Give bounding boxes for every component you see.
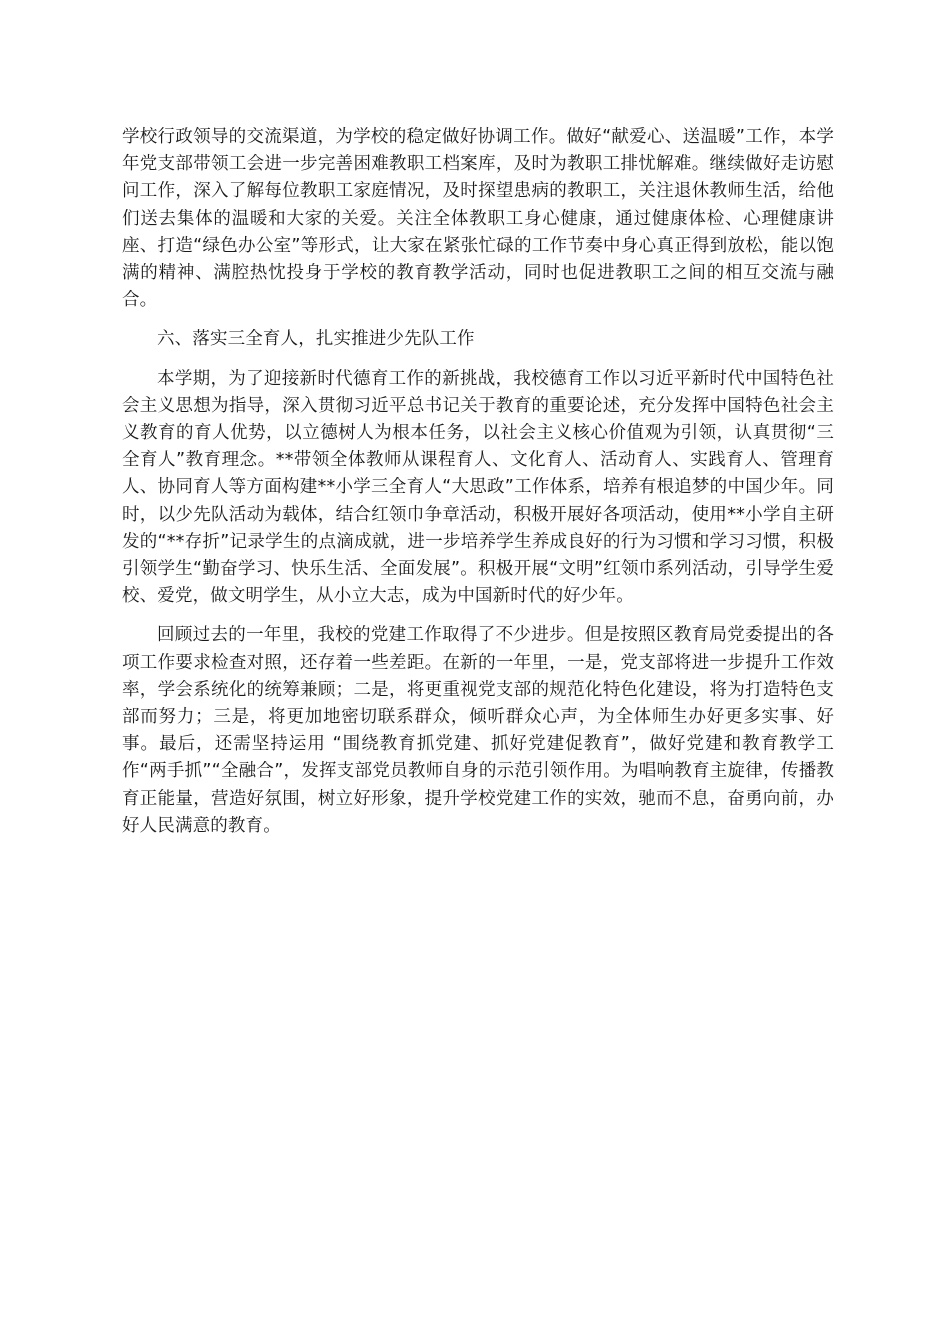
paragraph-review: 回顾过去的一年里，我校的党建工作取得了不少进步。但是按照区教育局党委提出的各项工作要求检查对照，还存着一些差距。在新的一年里，一是，党支部将进一步提升工作效率，学会系统化的统筹兼顾；二是，将更重视党支部的规范化特色化建设，将为打造特色支部而努力；三是，将更加地密切联系群众，倾听群众心声，为全体师生办好更多实事、好事。最后，还需坚持运用 “围绕教育抓党建、抓好党建促教育”，做好党建和教育教学工作“两手抓”“全融合”，发挥支部党员教师自身的示范引领作用。为唱响教育主旋律，传播教育正能量，营造好氛围，树立好形象，提升学校党建工作的实效，驰而不息，奋勇向前，办好人民满意的教育。: [122, 625, 834, 836]
section-heading: 六、落实三全育人，扎实推进少先队工作: [157, 329, 475, 350]
document-body: [122, 124, 834, 852]
paragraph-continued: 学校行政领导的交流渠道，为学校的稳定做好协调工作。做好“献爱心、送温暖”工作，本学年党支部带领工会进一步完善困难教职工档案库，及时为教职工排忧解难。继续做好走访慰问工作，深入了解每位教职工家庭情况，及时探望患病的教职工，关注退休教师生活，给他们送去集体的温暖和大家的关爱。关注全体教职工身心健康，通过健康体检、心理健康讲座、打造“绿色办公室”等形式，让大家在紧张忙碌的工作节奏中身心真正得到放松，能以饱满的精神、满腔热忱投身于学校的教育教学活动，同时也促进教职工之间的相互交流与融合。: [122, 127, 834, 311]
paragraph-moral-education: 本学期，为了迎接新时代德育工作的新挑战，我校德育工作以习近平新时代中国特色社会主义思想为指导，深入贯彻习近平总书记关于教育的重要论述，充分发挥中国特色社会主义教育的育人优势，以立德树人为根本任务，以社会主义核心价值观为引领，认真贯彻“三全育人”教育理念。**带领全体教师从课程育人、文化育人、活动育人、实践育人、管理育人、协同育人等方面构建**小学三全育人“大思政”工作体系，培养有根追梦的中国少年。同时，以少先队活动为载体，结合红领巾争章活动，积极开展好各项活动，使用**小学自主研发的“**存折”记录学生的点滴成就，进一步培养学生养成良好的行为习惯和学习习惯，积极引领学生“勤奋学习、快乐生活、全面发展”。积极开展“文明”红领巾系列活动，引导学生爱校、爱党，做文明学生，从小立大志，成为中国新时代的好少年。: [122, 368, 834, 607]
